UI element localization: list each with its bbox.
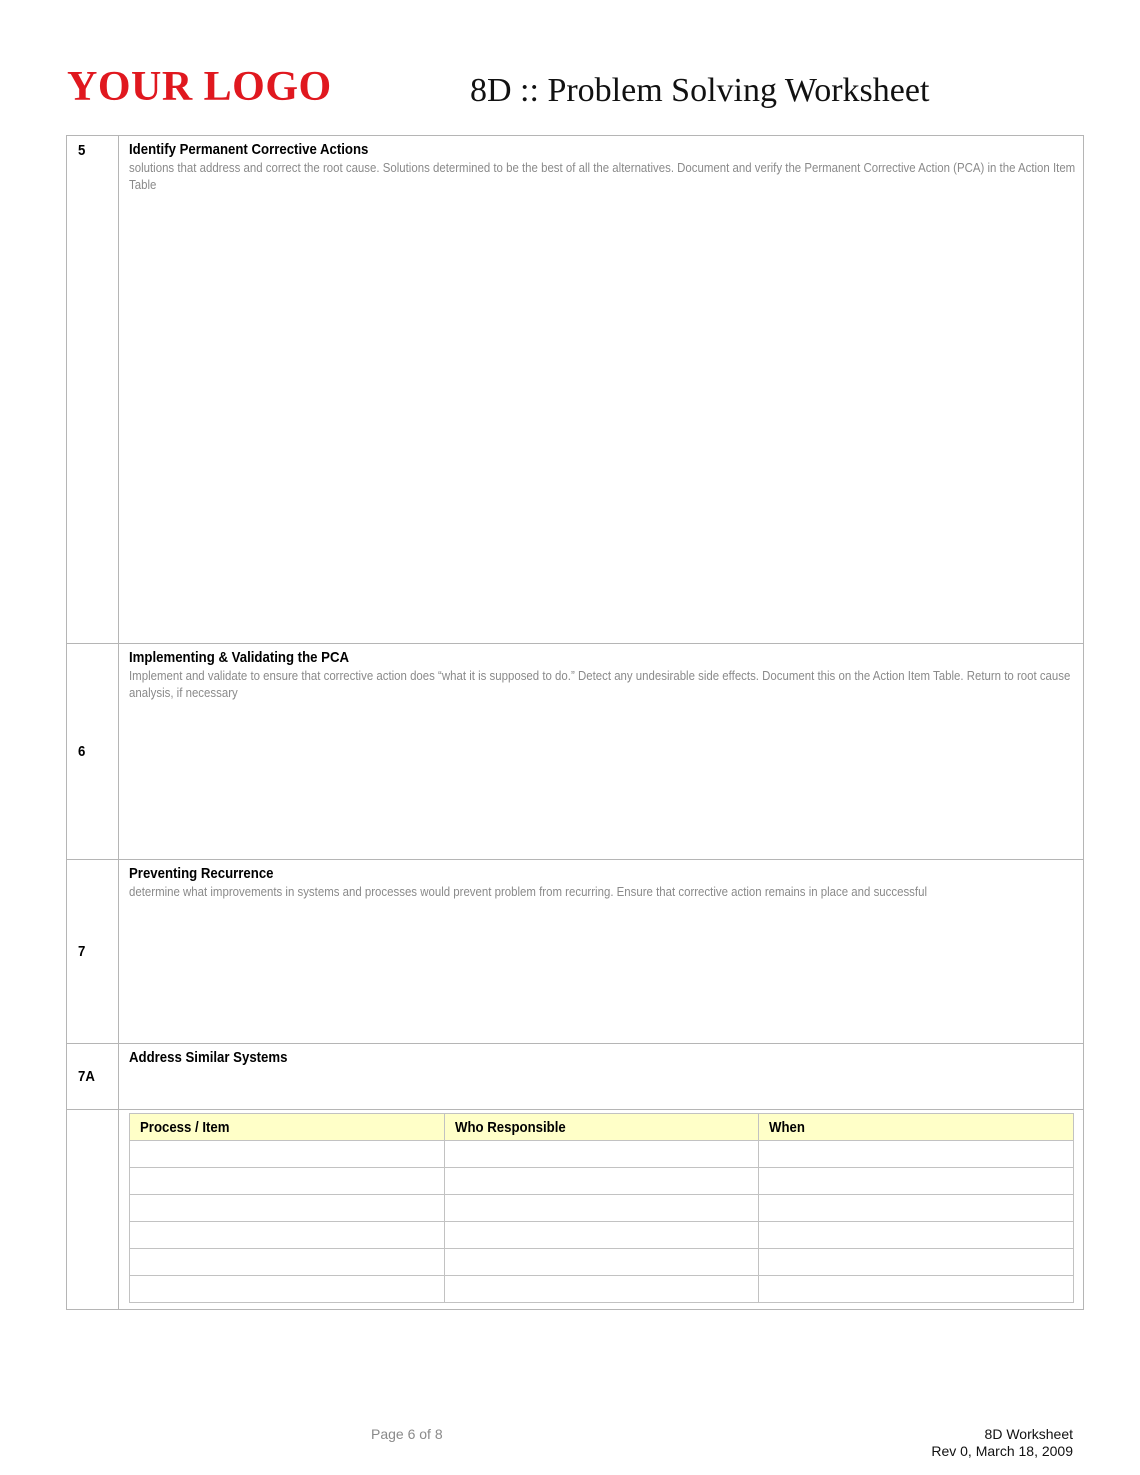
when-cell[interactable] [759,1168,1074,1195]
when-cell[interactable] [759,1249,1074,1276]
section-title: Identify Permanent Corrective Actions [129,141,369,158]
who-responsible-cell[interactable] [444,1195,759,1222]
table-row [130,1141,1074,1168]
section-title: Address Similar Systems [129,1049,288,1066]
section-number-cell [67,860,119,1043]
section-title: Implementing & Validating the PCA [129,649,350,666]
when-cell[interactable] [759,1276,1074,1303]
process-cell[interactable] [130,1276,445,1303]
section-content[interactable] [129,865,1073,900]
who-responsible-cell[interactable] [444,1141,759,1168]
who-responsible-cell[interactable] [444,1249,759,1276]
section-5 [66,135,1084,644]
section-number-cell [67,1044,119,1109]
footer-doc-name: 8D Worksheet [984,1426,1073,1442]
table-header-row [130,1114,1074,1141]
page-number: Page 6 of 8 [371,1426,443,1442]
when-cell[interactable] [759,1222,1074,1249]
column-header-who-responsible: Who Responsible [444,1114,759,1141]
logo: YOUR LOGO [67,64,332,110]
who-responsible-cell[interactable] [444,1222,759,1249]
similar-systems-section [66,1109,1084,1310]
footer-doc-info [931,1426,1073,1460]
process-cell[interactable] [130,1195,445,1222]
section-number-cell [67,1110,119,1309]
process-cell[interactable] [130,1141,445,1168]
section-description: determine what improvements in systems and processes would prevent problem from recurring. Ensure that corrective action remains in place and successful [129,884,927,899]
table-row [130,1249,1074,1276]
section-6 [66,643,1084,860]
who-responsible-cell[interactable] [444,1276,759,1303]
section-description: solutions that address and correct the root cause. Solutions determined to be the best of all the alternatives. Document and verify the Permanent Corrective Action (PCA) in the Action Item Table [129,160,1076,192]
similar-systems-table-wrap [129,1113,1074,1303]
column-header-when: When [759,1114,1074,1141]
process-cell[interactable] [130,1249,445,1276]
process-cell[interactable] [130,1222,445,1249]
table-row [130,1168,1074,1195]
section-number-cell [67,644,119,859]
section-number-cell [67,136,119,643]
section-number: 5 [78,142,86,159]
section-content[interactable] [129,141,1076,193]
section-description: Implement and validate to ensure that corrective action does “what it is supposed to do.” Detect any undesirable side effects. Document this on the Action Item Table. Return to root cause analysis, if necessary [129,668,1071,700]
similar-systems-table [129,1113,1074,1303]
column-header-process: Process / Item [130,1114,445,1141]
section-content[interactable] [129,1049,1073,1067]
when-cell[interactable] [759,1141,1074,1168]
section-number: 7 [78,943,86,960]
when-cell[interactable] [759,1195,1074,1222]
section-7a [66,1043,1084,1110]
table-row [130,1195,1074,1222]
document-title: 8D :: Problem Solving Worksheet [470,72,930,109]
table-row [130,1222,1074,1249]
section-7 [66,859,1084,1044]
footer-revision: Rev 0, March 18, 2009 [931,1443,1073,1459]
section-title: Preventing Recurrence [129,865,274,882]
table-row [130,1276,1074,1303]
process-cell[interactable] [130,1168,445,1195]
section-number: 6 [78,743,86,760]
who-responsible-cell[interactable] [444,1168,759,1195]
section-number: 7A [78,1068,95,1085]
section-content[interactable] [129,649,1073,701]
